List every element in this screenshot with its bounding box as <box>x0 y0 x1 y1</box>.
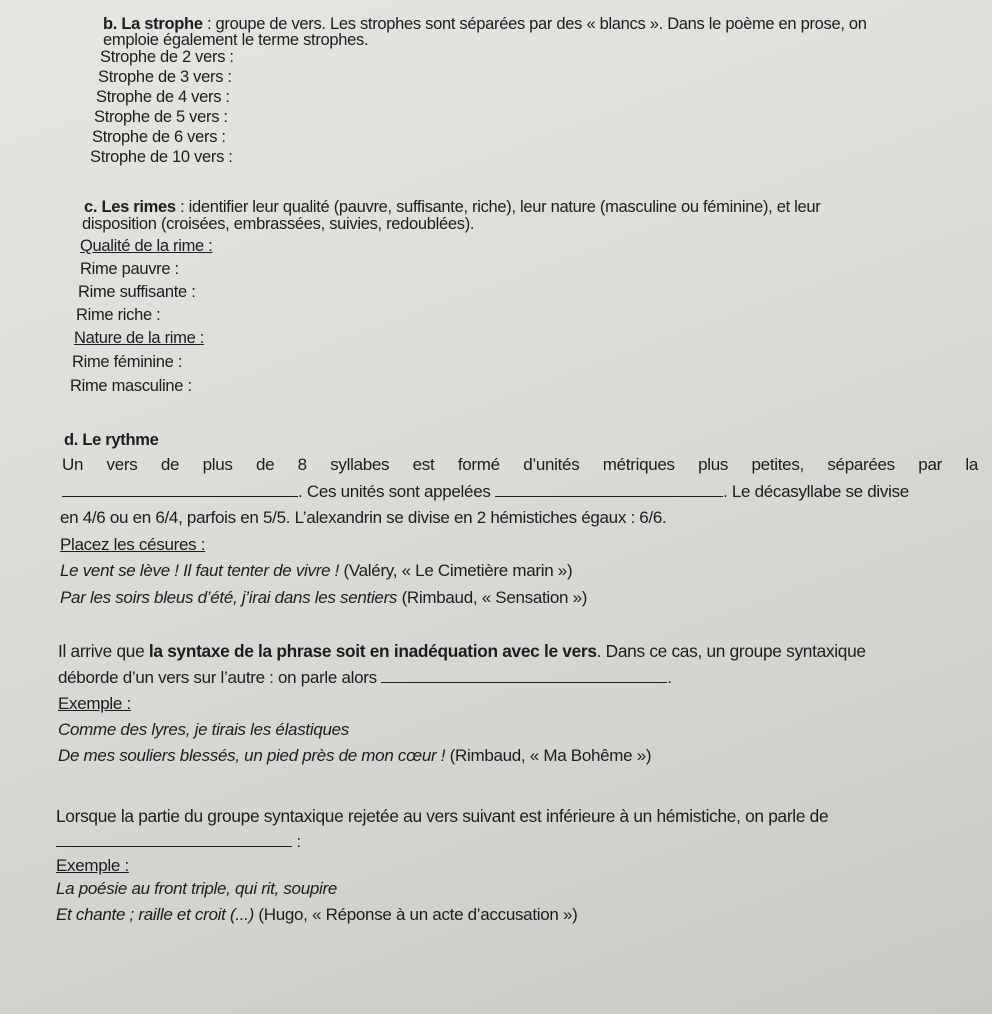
rythme-p1-line2b: . Le décasyllabe se divise <box>723 482 909 501</box>
rythme-p1-line2a: . Ces unités sont appelées <box>298 482 491 501</box>
strophe-item: Strophe de 2 vers : <box>100 48 234 66</box>
strophe-title: b. La strophe <box>103 15 203 33</box>
rimes-title: c. Les rimes <box>84 198 176 216</box>
verse-text: Par les soirs bleus d’été, j’irai dans les sentiers <box>60 588 398 607</box>
quality-item: Rime riche : <box>76 306 161 324</box>
verse-text: Le vent se lève ! Il faut tenter de vivre ! <box>60 561 340 580</box>
answer-blank[interactable] <box>381 668 667 683</box>
nature-heading: Nature de la rime : <box>74 329 205 347</box>
p2-text: déborde d’un vers sur l’autre : on parle alors <box>58 668 377 687</box>
strophe-item: Strophe de 5 vers : <box>94 108 228 126</box>
p3-text: : <box>292 832 301 851</box>
example-verse: La poésie au front triple, qui rit, soupire <box>56 879 337 898</box>
quality-item: Rime suffisante : <box>78 283 196 301</box>
rythme-p2-line2 <box>58 668 672 688</box>
rythme-p1-line1: Un vers de plus de 8 syllabes est formé d’unités métriques plus petites, séparées par la <box>62 455 978 474</box>
example-label: Exemple : <box>56 856 129 875</box>
rimes-intro-2: disposition (croisées, embrassées, suivies, redoublées). <box>82 215 475 233</box>
quality-item: Rime pauvre : <box>80 260 179 278</box>
rythme-p1-line2 <box>62 482 909 502</box>
rythme-p2-line1 <box>58 641 866 661</box>
verse-source: (Hugo, « Réponse à un acte d’accusation ») <box>253 905 578 924</box>
strophe-intro-2: emploie également le terme strophes. <box>103 31 369 49</box>
verse-source: (Rimbaud, « Sensation ») <box>397 588 588 607</box>
example-verse: Comme des lyres, je tirais les élastiques <box>58 720 349 739</box>
strophe-item: Strophe de 3 vers : <box>98 68 232 86</box>
p2-text: . <box>667 668 672 687</box>
strophe-item: Strophe de 10 vers : <box>90 148 233 166</box>
p2-bold: la syntaxe de la phrase soit en inadéquation avec le vers <box>148 641 597 661</box>
answer-blank[interactable] <box>56 832 292 847</box>
example-verse <box>60 588 587 608</box>
rimes-intro-text: : identifier leur qualité (pauvre, suffisante, riche), leur nature (masculine ou féminine), et leur <box>175 198 821 216</box>
rythme-title: d. Le rythme <box>64 431 159 449</box>
verse-text: Et chante ; raille et croit (...) <box>56 905 254 924</box>
strophe-item: Strophe de 6 vers : <box>92 128 226 146</box>
example-verse <box>56 905 577 925</box>
nature-item: Rime féminine : <box>72 353 183 371</box>
example-verse <box>58 746 651 766</box>
rythme-p3-line1: Lorsque la partie du groupe syntaxique rejetée au vers suivant est inférieure à un hémistiche, on parle de <box>56 806 829 826</box>
answer-blank[interactable] <box>495 482 723 497</box>
p2-text: Il arrive que <box>58 641 149 661</box>
cesure-heading: Placez les césures : <box>60 535 206 554</box>
verse-source: (Valéry, « Le Cimetière marin ») <box>339 561 573 580</box>
answer-blank[interactable] <box>62 482 298 497</box>
strophe-intro-text: : groupe de vers. Les strophes sont séparées par des « blancs ». Dans le poème en prose, on <box>202 15 867 33</box>
example-verse <box>60 561 572 581</box>
quality-heading: Qualité de la rime : <box>80 237 213 255</box>
nature-item: Rime masculine : <box>70 377 192 395</box>
verse-source: (Rimbaud, « Ma Bohême ») <box>445 746 652 765</box>
verse-text: De mes souliers blessés, un pied près de mon cœur ! <box>58 746 446 765</box>
p2-text: . Dans ce cas, un groupe syntaxique <box>596 641 866 661</box>
rythme-p1-line3: en 4/6 ou en 6/4, parfois en 5/5. L’alexandrin se divise en 2 hémistiches égaux : 6/6. <box>60 508 667 527</box>
rythme-p3-line2 <box>56 832 301 852</box>
strophe-item: Strophe de 4 vers : <box>96 88 230 106</box>
example-label: Exemple : <box>58 694 131 713</box>
